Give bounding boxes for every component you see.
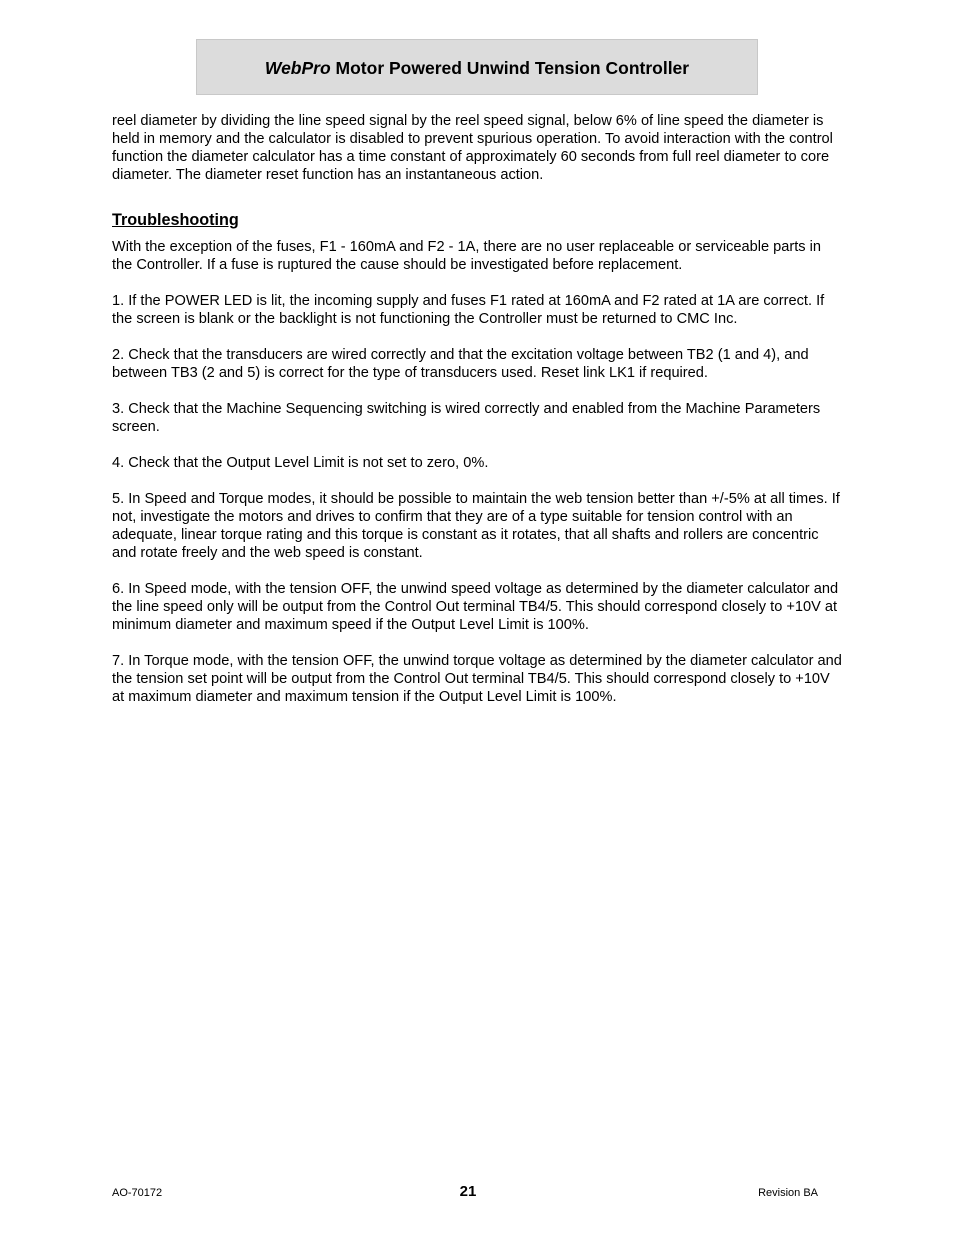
troubleshooting-paragraph-2: 2. Check that the transducers are wired correctly and that the excitation voltage between TB2 (1 and 4), and between TB3 (2 and 5) is correct for the type of transducers used. Reset link LK1 if required. — [112, 347, 809, 381]
page-title — [265, 58, 689, 79]
page-header — [196, 39, 758, 95]
troubleshooting-paragraph-1: 1. If the POWER LED is lit, the incoming supply and fuses F1 rated at 160mA and F2 rated at 1A are correct. If the screen is blank or the backlight is not functioning the Controller must be returned to CMC Inc. — [112, 293, 825, 327]
page-footer — [0, 1183, 954, 1203]
intro-paragraph: reel diameter by dividing the line speed signal by the reel speed signal, below 6% of line speed the diameter is held in memory and the calculator is disabled to prevent spurious operation. To avoid interaction with the control function the diameter calculator has a time constant of approximately 60 seconds from full reel diameter to core diameter. The diameter reset function has an instantaneous action. — [112, 113, 833, 183]
page-title-product: WebPro — [264, 57, 331, 78]
document-body — [112, 112, 842, 724]
footer-revision: Revision BA — [758, 1187, 818, 1199]
troubleshooting-paragraph-5: 5. In Speed and Torque modes, it should be possible to maintain the web tension better than +/-5% at all times. If not, investigate the motors and drives to confirm that they are of a type suitable for tension control with an adequate, linear torque rating and this torque is constant as it rotates, that all shafts and rollers are concentric and rotate freely and the web speed is constant. — [112, 491, 840, 561]
troubleshooting-paragraph-4: 4. Check that the Output Level Limit is not set to zero, 0%. — [112, 455, 489, 471]
troubleshooting-paragraph-3: 3. Check that the Machine Sequencing switching is wired correctly and enabled from the Machine Parameters screen. — [112, 401, 821, 435]
footer-doc-number: AO-70172 — [112, 1187, 163, 1199]
page-title-rest: Motor Powered Unwind Tension Controller — [330, 57, 690, 78]
troubleshooting-paragraph-6: 6. In Speed mode, with the tension OFF, the unwind speed voltage as determined by the diameter calculator and the line speed only will be output from the Control Out terminal TB4/5. This should correspond closely to +10V at minimum diameter and maximum speed if the Output Level Limit is 100%. — [112, 581, 839, 633]
troubleshooting-paragraph-0: With the exception of the fuses, F1 - 160mA and F2 - 1A, there are no user replaceable or serviceable parts in the Controller. If a fuse is ruptured the cause should be investigated before replacement. — [112, 239, 821, 273]
troubleshooting-paragraph-7: 7. In Torque mode, with the tension OFF, the unwind torque voltage as determined by the diameter calculator and the tension set point will be output from the Control Out terminal TB4/5. This should correspond closely to +10V at maximum diameter and maximum tension if the Output Level Limit is 100%. — [112, 653, 842, 705]
footer-page-number: 21 — [459, 1183, 477, 1200]
section-heading-troubleshooting: Troubleshooting — [112, 211, 239, 229]
